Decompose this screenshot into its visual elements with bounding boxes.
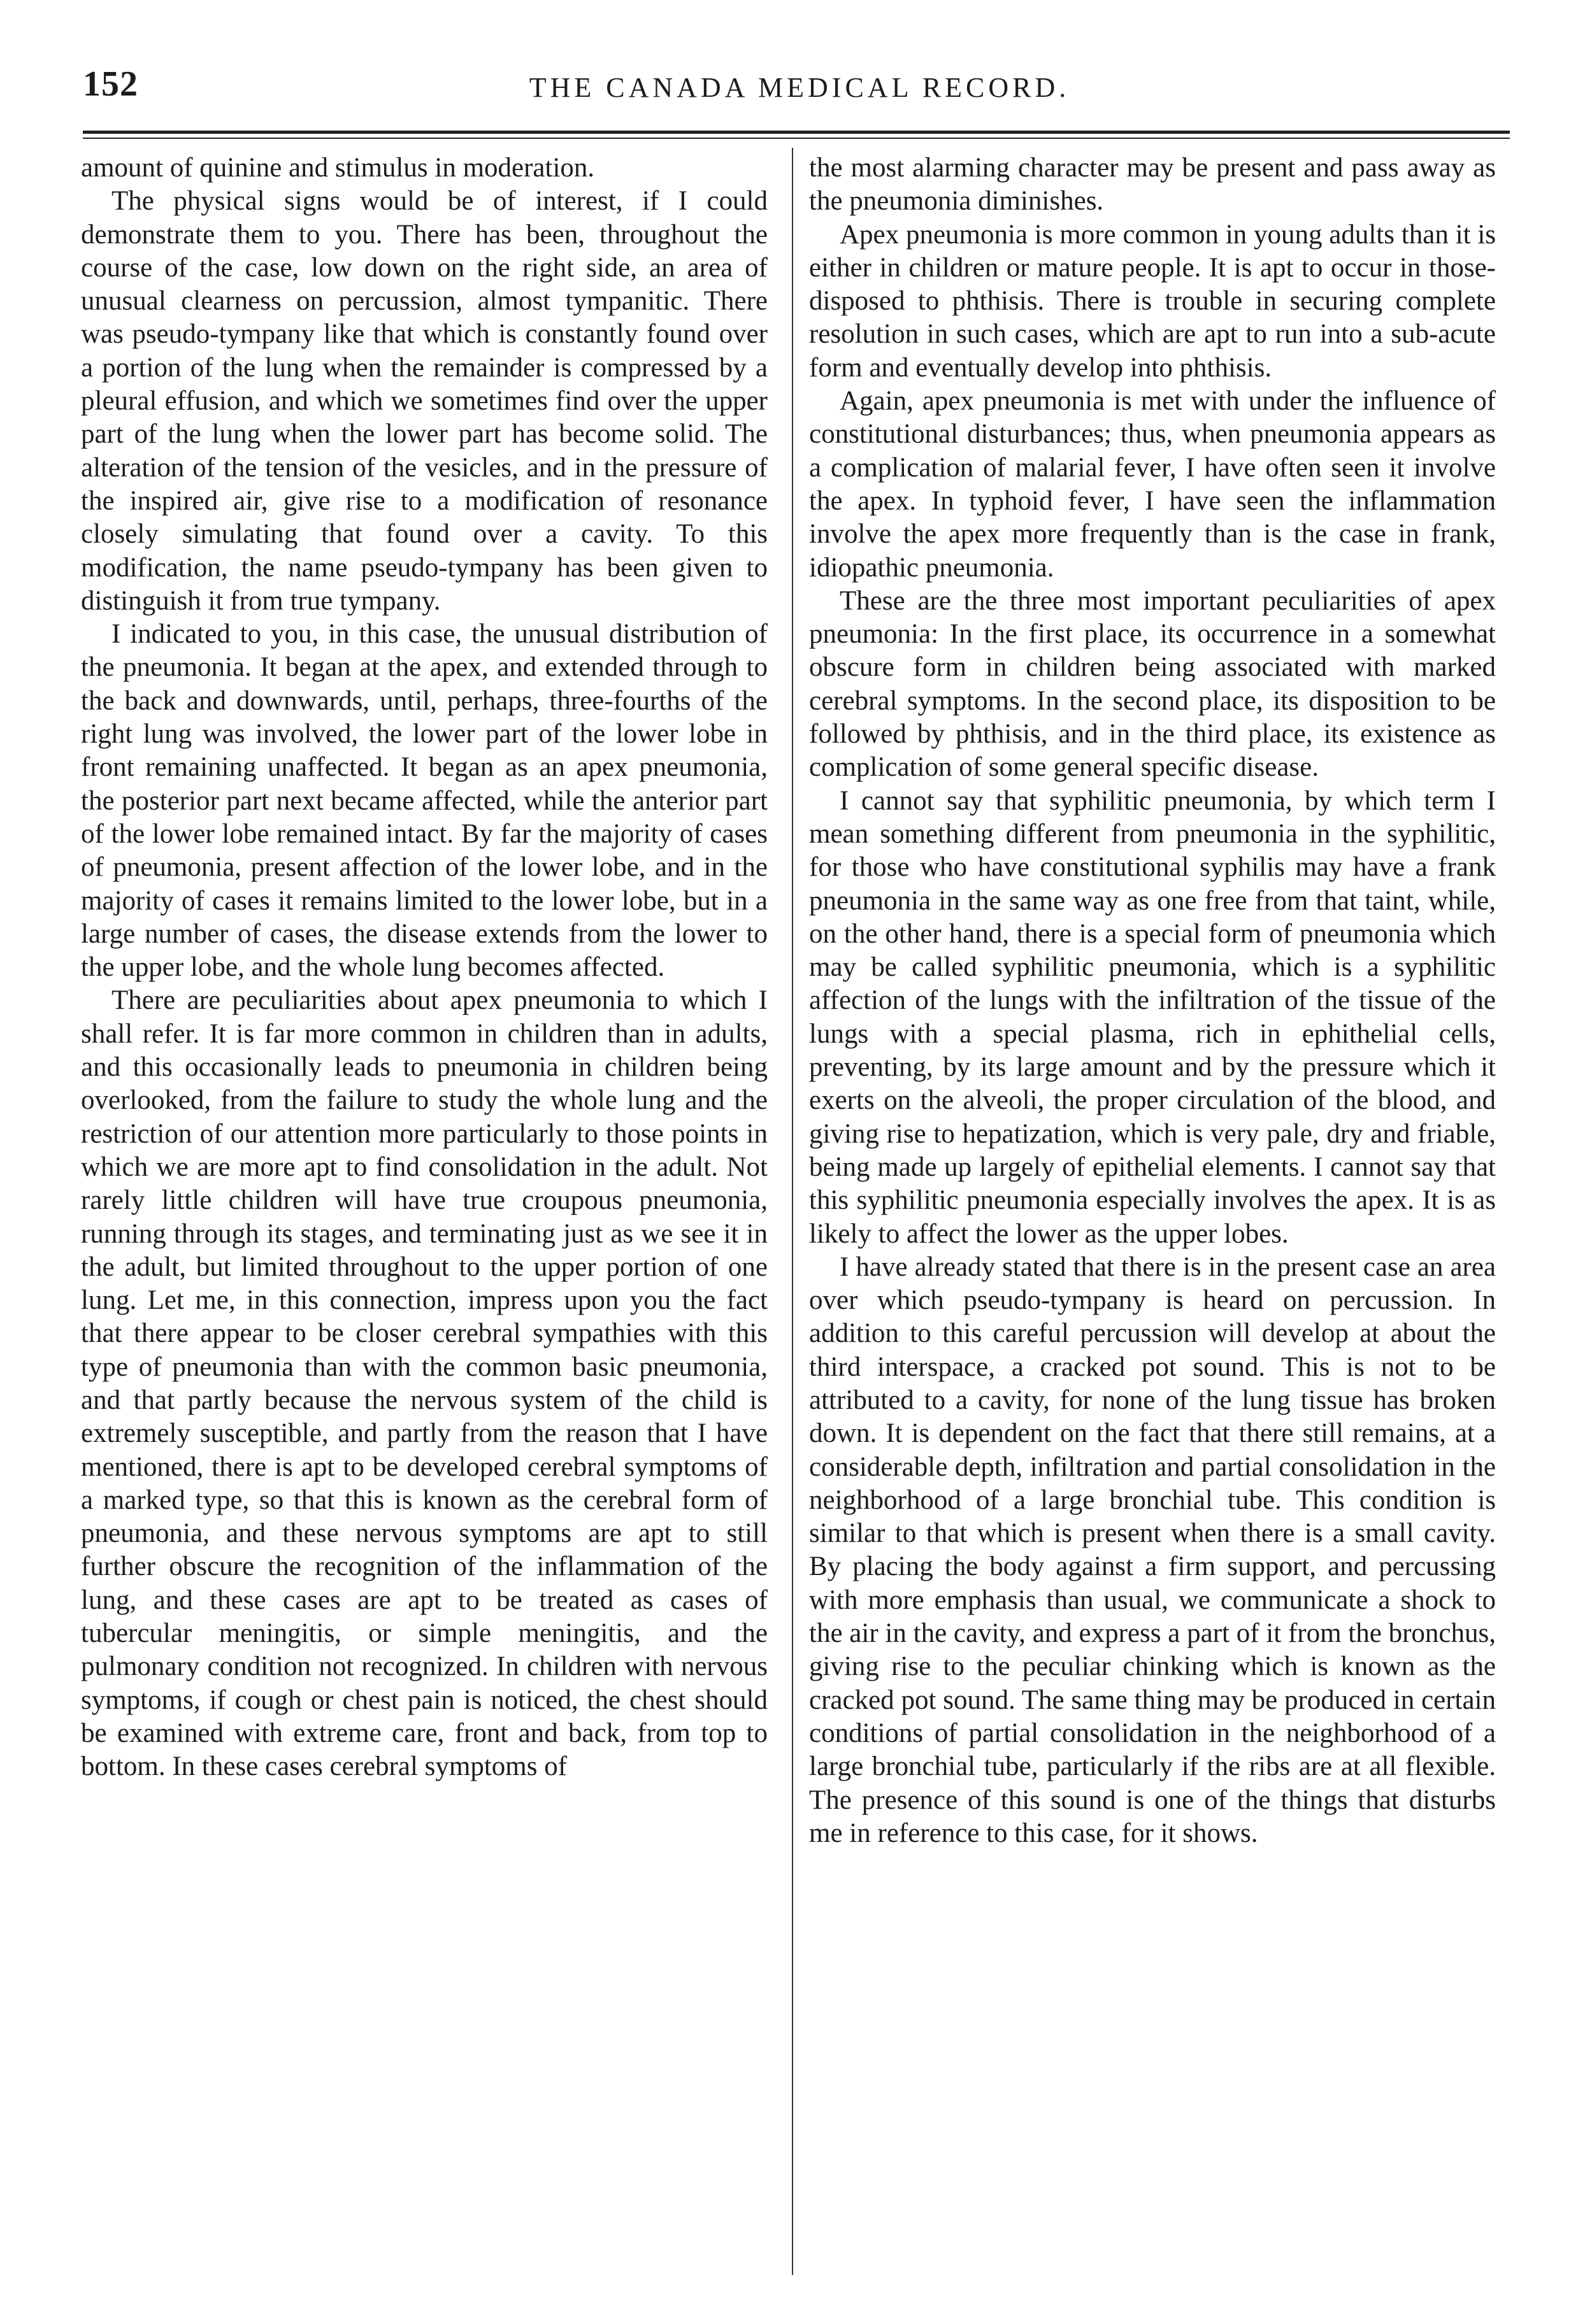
page-header: [76, 57, 1523, 115]
left-column: [81, 152, 768, 2279]
paragraph: I have already stated that there is in the present case an area over which pseudo-tympany is heard on percussion. In addition to this careful percussion will develop at about the third interspace, a cracked pot sound. This is not to be attributed to a cavity, for none of the lung tissue has broken down. It is dependent on the fact that there still remains, at a considerable depth, infiltration and partial consolidation in the neighborhood of a large bronchial tube. This condition is similar to that which is present when there is a small cavity. By placing the body against a firm support, and percussing with more emphasis than usual, we communicate a shock to the air in the cavity, and express a part of it from the bronchus, giving rise to the peculiar chinking which is known as the cracked pot sound. The same thing may be produced in certain conditions of partial consolidation in the neighborhood of a large bronchial tube, particularly if the ribs are at all flexible. The presence of this sound is one of the things that disturbs me in reference to this case, for it shows.: [809, 1251, 1496, 1848]
column-divider: [792, 148, 793, 2275]
paragraph: The physical signs would be of interest, if I could demonstrate them to you. There has been, throughout the course of the case, low down on the right side, an area of unusual clearness on percussion, almost tympanitic. There was pseudo-tympany like that which is constantly found over a portion of the lung when the remainder is compressed by a pleural effusion, and which we sometimes find over the upper part of the lung when the lower part has become solid. The alteration of the tension of the vesicles, and in the pressure of the inspired air, give rise to a modification of resonance closely simulating that found over a cavity. To this modification, the name pseudo-tympany has been given to distinguish it from true tympany.: [81, 186, 768, 616]
page-number: 152: [83, 64, 138, 104]
paragraph: There are peculiarities about apex pneumonia to which I shall refer. It is far more common in children than in adults, and this occasionally leads to pneumonia in children being overlooked, from the failure to study the whole lung and the restriction of our attention more particularly to those points in which we are more apt to find consolidation in the adult. Not rarely little children will have true croupous pneumonia, running through its stages, and terminating just as we see it in the adult, but limited throughout to the upper portion of one lung. Let me, in this connection, impress upon you the fact that there appear to be closer cerebral sympathies with this type of pneumonia than with the common basic pneumonia, and that partly because the nervous system of the child is extremely susceptible, and partly from the reason that I have mentioned, there is apt to be developed cerebral symptoms of a marked type, so that this is known as the cerebral form of pneumonia, and these nervous symptoms are apt to still further obscure the recognition of the inflammation of the lung, and these cases are apt to be treated as cases of tubercular meningitis, or simple meningitis, and the pulmonary condition not recognized. In children with nervous symptoms, if cough or chest pain is noticed, the chest should be examined with extreme care, front and back, from top to bottom. In these cases cerebral symptoms of: [81, 985, 768, 1782]
paragraph: I indicated to you, in this case, the unusual distribution of the pneumonia. It began at the apex, and extended through to the back and downwards, until, perhaps, three-fourths of the right lung was involved, the lower part of the lower lobe in front remaining unaffected. It began as an apex pneumonia, the posterior part next became affected, while the anterior part of the lower lobe remained intact. By far the majority of cases of pneumonia, present affection of the lower lobe, and in the majority of cases it remains limited to the lower lobe, but in a large number of cases, the disease extends from the lower to the upper lobe, and the whole lung becomes affected.: [81, 619, 768, 983]
paragraph: Again, apex pneumonia is met with under the influence of constitutional disturbances; thus, when pneumonia appears as a complication of malarial fever, I have often seen it involve the apex. In typhoid fever, I have seen the inflammation involve the apex more frequently than is the case in frank, idiopathic pneumonia.: [809, 386, 1496, 583]
header-rule-thick: [83, 131, 1510, 134]
paragraph: the most alarming character may be present and pass away as the pneumonia diminishes.: [809, 153, 1496, 217]
paragraph: These are the three most important peculiarities of apex pneumonia: In the first place, its occurrence in a somewhat obscure form in children being associated with marked cerebral symptoms. In the second place, its disposition to be followed by phthisis, and in the third place, its existence as complication of some general specific disease.: [809, 585, 1496, 783]
paragraph: I cannot say that syphilitic pneumonia, by which term I mean something different from pneumonia in the syphilitic, for those who have constitutional syphilis may have a frank pneumonia in the same way as one free from that taint, while, on the other hand, there is a special form of pneumonia which may be called syphilitic pneumonia, which is a syphilitic affection of the lungs with the infiltration of the tissue of the lungs with a special plasma, rich in ephithelial cells, preventing, by its large amount and by the pressure which it exerts on the alveoli, the proper circulation of the blood, and giving rise to hepatization, which is very pale, dry and friable, being made up largely of epithelial elements. I cannot say that this syphilitic pneumonia especially involves the apex. It is as likely to affect the lower as the upper lobes.: [809, 785, 1496, 1249]
header-rule-thin: [83, 138, 1510, 139]
right-column: [809, 152, 1496, 2279]
running-title: THE CANADA MEDICAL RECORD.: [529, 72, 1070, 103]
paragraph: Apex pneumonia is more common in young adults than it is either in children or mature people. It is apt to occur in those-disposed to phthisis. There is trouble in securing complete resolution in such cases, which are apt to run into a sub-acute form and eventually develop into phthisis.: [809, 219, 1496, 383]
paragraph: amount of quinine and stimulus in moderation.: [81, 153, 595, 183]
